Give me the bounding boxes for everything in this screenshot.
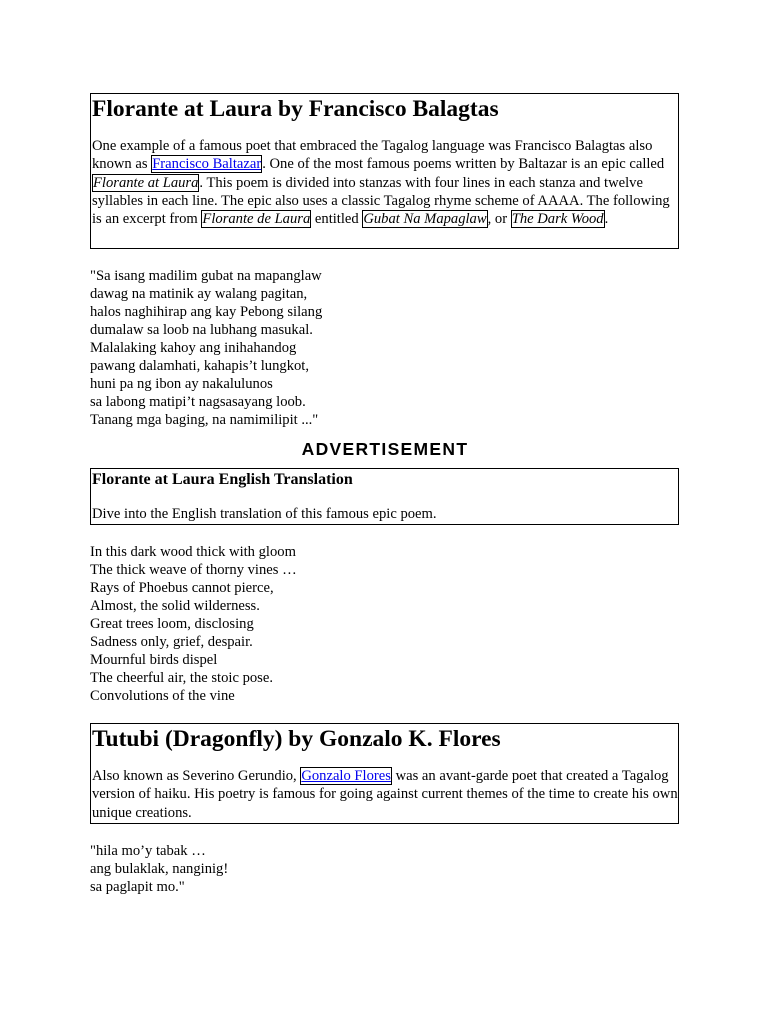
poem-line: The cheerful air, the stoic pose. — [90, 670, 273, 686]
poem-line: In this dark wood thick with gloom — [90, 544, 296, 560]
poem-line: Mournful birds dispel — [90, 652, 218, 668]
poem-line: Great trees loom, disclosing — [90, 616, 254, 632]
paragraph-text: , or — [487, 211, 511, 228]
paragraph-text: Also known as Severino Gerundio, — [92, 768, 301, 784]
section-florante-intro — [90, 93, 679, 249]
section-tutubi — [90, 723, 679, 824]
poem-title-the-dark-wood: The Dark Wood — [511, 211, 604, 228]
poem-line: Almost, the solid wilderness. — [90, 598, 260, 614]
francisco-baltazar-link[interactable]: Francisco Baltazar — [152, 156, 262, 173]
poem-line: dawag na matinik ay walang pagitan, — [90, 286, 308, 302]
poem-line: "Sa isang madilim gubat na mapanglaw — [90, 268, 322, 284]
paragraph-text: entitled — [311, 211, 363, 228]
poem-line: The thick weave of thorny vines … — [90, 562, 297, 578]
poem-title-florante-at-laura: Florante at Laura — [93, 174, 199, 191]
paragraph-text: One example of a famous poet that embraced the Tagalog language was Francisco Balagtas also known as — [92, 138, 653, 173]
gonzalo-flores-link[interactable]: Gonzalo Flores — [301, 768, 391, 784]
poem-haiku-tutubi — [90, 842, 679, 896]
section-english-translation — [90, 468, 679, 525]
section-title: Tutubi (Dragonfly) by Gonzalo K. Flores — [92, 726, 501, 752]
poem-line: Convolutions of the vine — [90, 688, 235, 704]
poem-line: dumalaw sa loob na lubhang masukal. — [90, 322, 313, 338]
section-paragraph — [91, 137, 678, 228]
section-paragraph: Dive into the English translation of this famous epic poem. — [92, 506, 437, 522]
article — [90, 93, 679, 896]
section-paragraph — [91, 767, 678, 822]
poem-line: Rays of Phoebus cannot pierce, — [90, 580, 274, 596]
paragraph-text: . One of the most famous poems written by Baltazar is an epic called — [262, 156, 665, 173]
section-title: Florante at Laura English Translation — [92, 471, 353, 488]
poem-title-florante-de-laura: Florante de Laura — [202, 211, 311, 228]
poem-line: Sadness only, grief, despair. — [90, 634, 253, 650]
poem-line: halos naghihirap ang kay Pebong silang — [90, 304, 323, 320]
poem-excerpt-english — [90, 543, 679, 705]
poem-line: huni pa ng ibon ay nakalulunos — [90, 376, 273, 392]
poem-line: sa paglapit mo." — [90, 879, 185, 895]
poem-excerpt-tagalog — [90, 267, 679, 429]
poem-line: "hila mo’y tabak … — [90, 843, 206, 859]
paragraph-text: was an avant-garde poet that created a Tagalog version of haiku. His poetry is famous for going against current themes of the time to create his own unique creations. — [92, 768, 678, 821]
poem-title-gubat-na-mapaglaw: Gubat Na Mapaglaw — [363, 211, 487, 228]
paragraph-text: . This poem is divided into stanzas with four lines in each stanza and twelve syllables in each line. The epic also uses a classic Tagalog rhyme scheme of AAAA. The following is an excerpt from — [92, 174, 670, 228]
poem-line: Malalaking kahoy ang inihahandog — [90, 340, 297, 356]
section-title: Florante at Laura by Francisco Balagtas — [92, 96, 499, 122]
paragraph-text: . — [604, 211, 609, 228]
poem-line: pawang dalamhati, kahapis’t lungkot, — [90, 358, 309, 374]
poem-line: ang bulaklak, nanginig! — [90, 861, 229, 877]
poem-line: Tanang mga baging, na namimilipit ..." — [90, 412, 319, 428]
poem-line: sa labong matipi’t nagsasayang loob. — [90, 394, 306, 410]
advertisement-label: ADVERTISEMENT — [301, 439, 469, 459]
